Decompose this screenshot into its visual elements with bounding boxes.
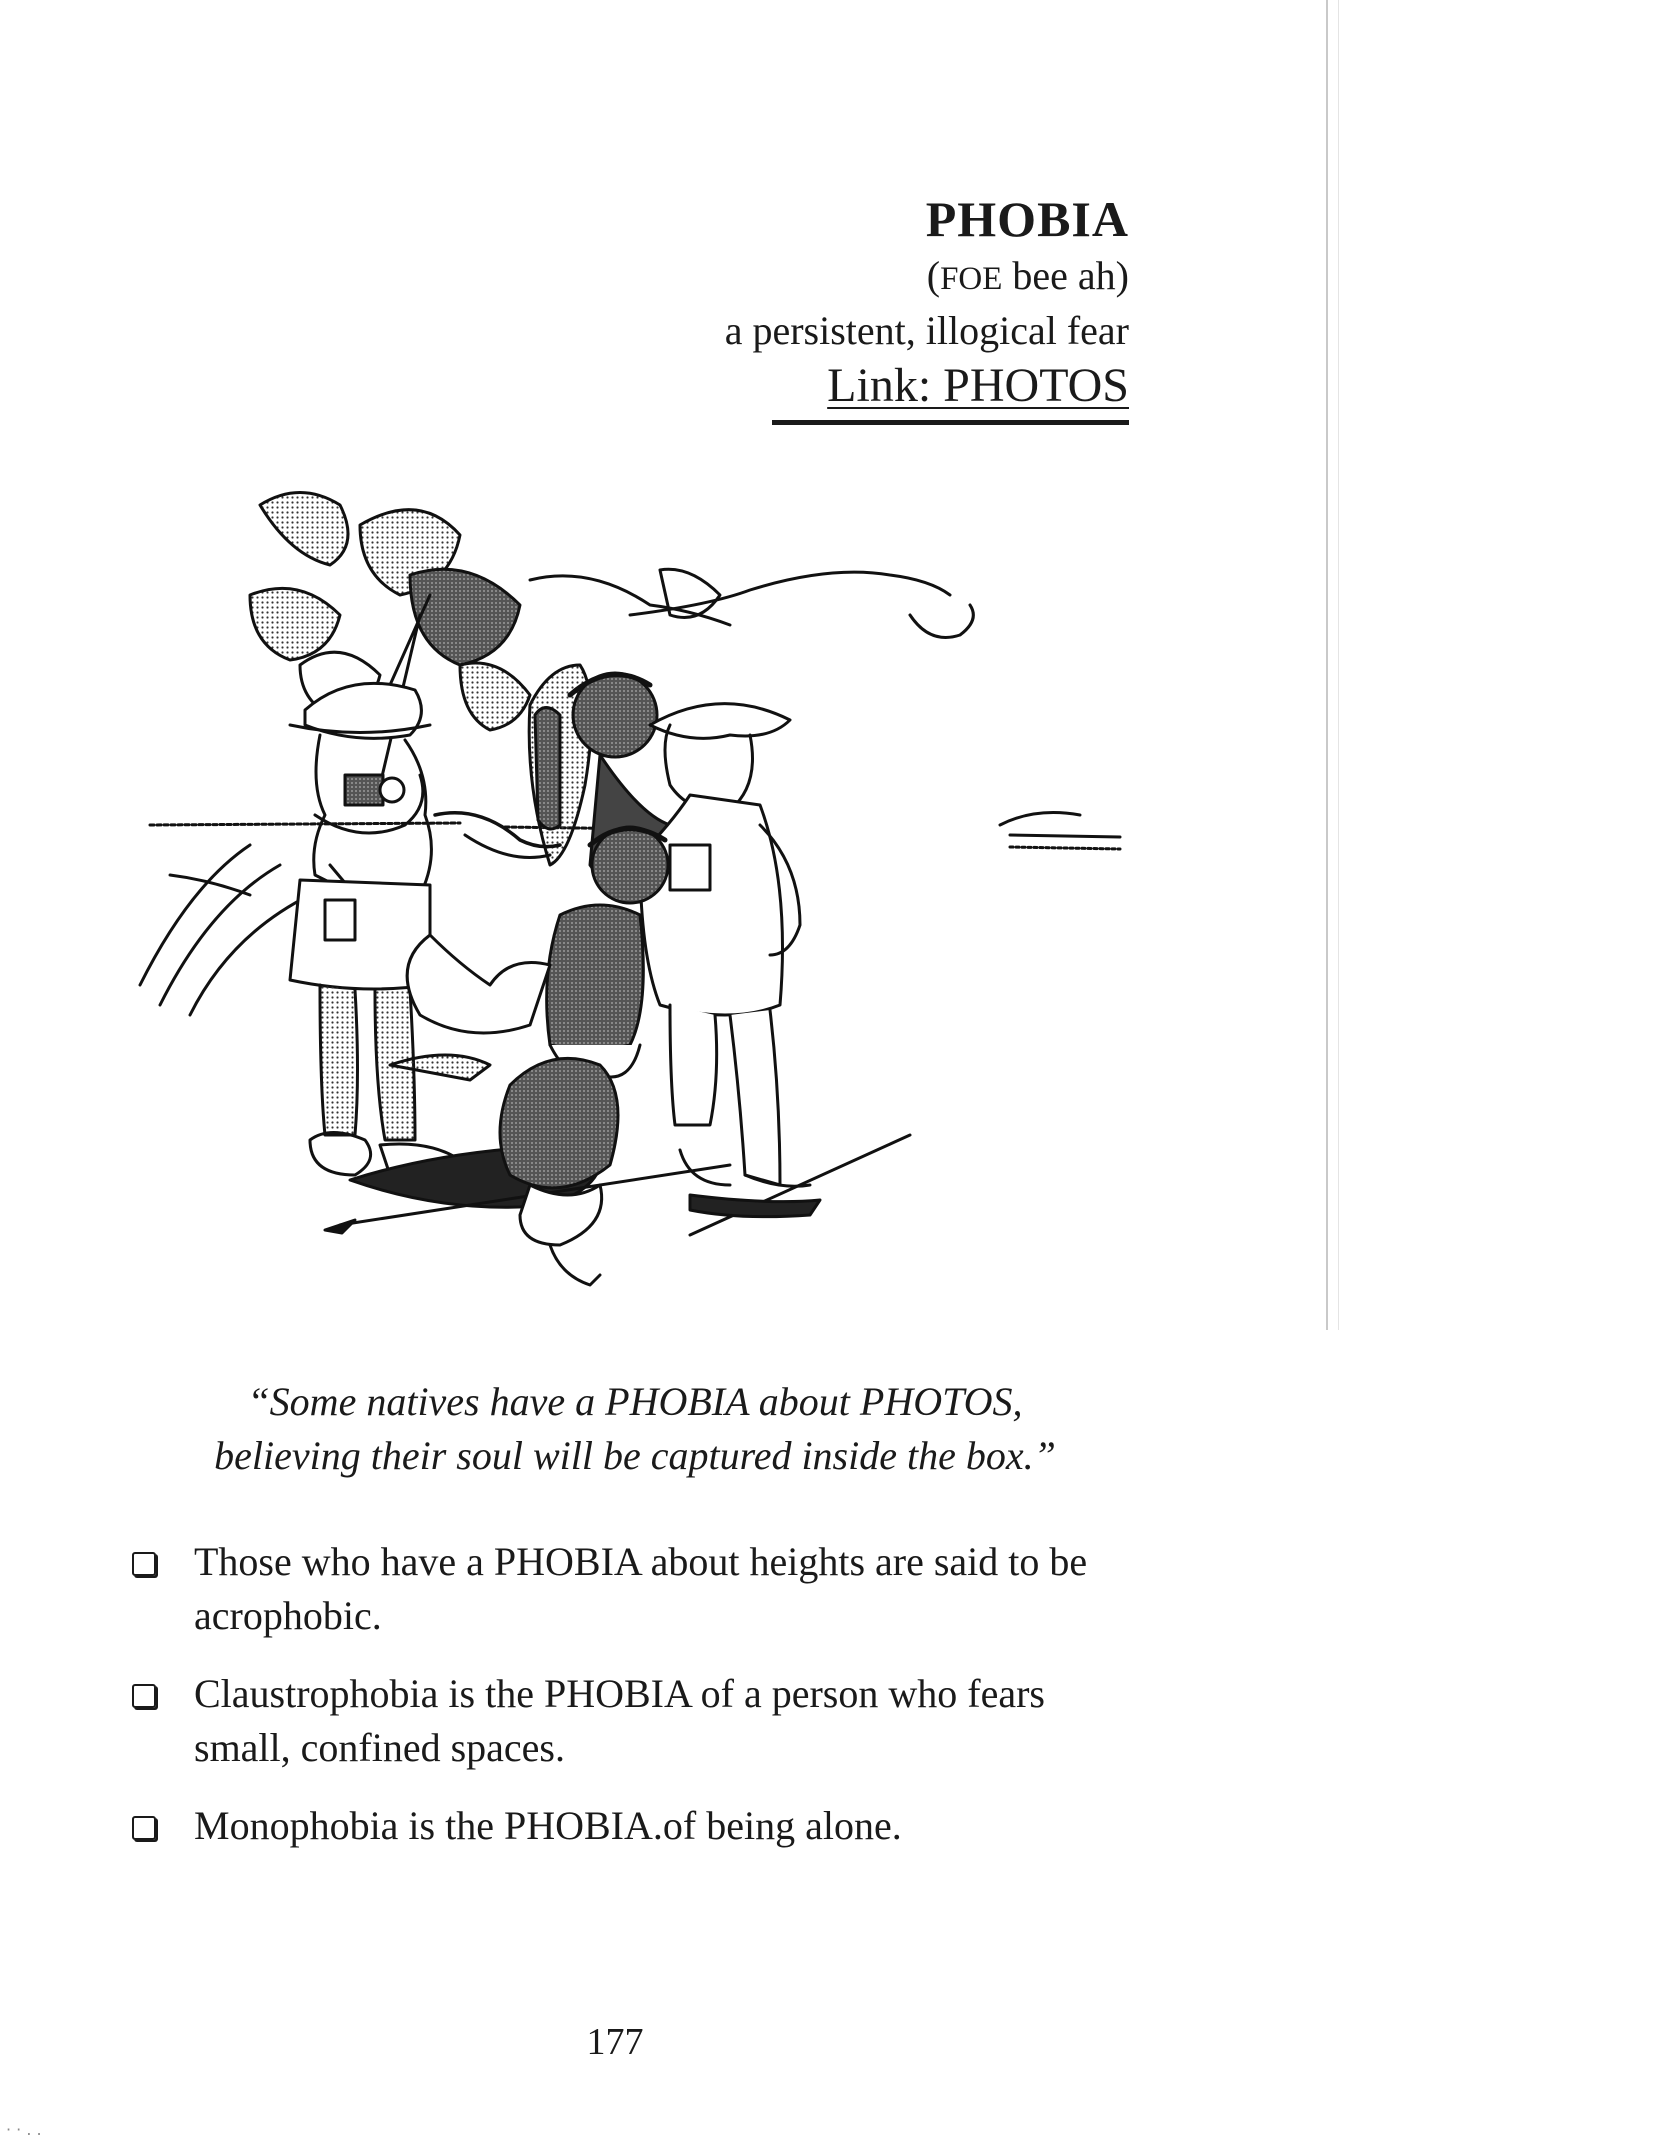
header-rule: [772, 420, 1129, 425]
list-item: [122, 1667, 1132, 1775]
caption-line-2: believing their soul will be captured inside the box.”: [214, 1433, 1056, 1478]
cartoon-illustration: [130, 485, 1130, 1365]
list-item: [122, 1535, 1132, 1643]
pron-stressed: FOE: [940, 261, 1003, 297]
entry-word: PHOBIA: [925, 191, 1129, 247]
example-text: Those who have a PHOBIA about heights are said to be acrophobic.: [194, 1539, 1088, 1638]
scan-edge-line: [1326, 0, 1328, 1330]
list-item: [122, 1799, 1132, 1853]
definition: a persistent, illogical fear: [724, 308, 1129, 353]
example-text: Claustrophobia is the PHOBIA of a person who fears small, confined spaces.: [194, 1671, 1045, 1770]
page-number: 177: [586, 2021, 644, 2063]
caption-line-1: “Some natives have a PHOBIA about PHOTOS,: [247, 1379, 1023, 1424]
checkbox-icon: [132, 1552, 156, 1576]
illustration-caption: [130, 1375, 1140, 1483]
pron-open: (: [926, 253, 941, 298]
entry-header: [429, 188, 1129, 415]
scan-edge-line-secondary: [1338, 0, 1339, 1330]
example-text: Monophobia is the PHOBIA.of being alone.: [194, 1803, 902, 1848]
pronunciation: [429, 250, 1129, 305]
link-word: Link: PHOTOS: [827, 359, 1129, 412]
scan-specks: · · . .: [6, 2120, 42, 2139]
pron-rest: bee ah): [1002, 253, 1129, 298]
example-list: [122, 1535, 1132, 1877]
checkbox-icon: [132, 1816, 156, 1840]
checkbox-icon: [132, 1684, 156, 1708]
